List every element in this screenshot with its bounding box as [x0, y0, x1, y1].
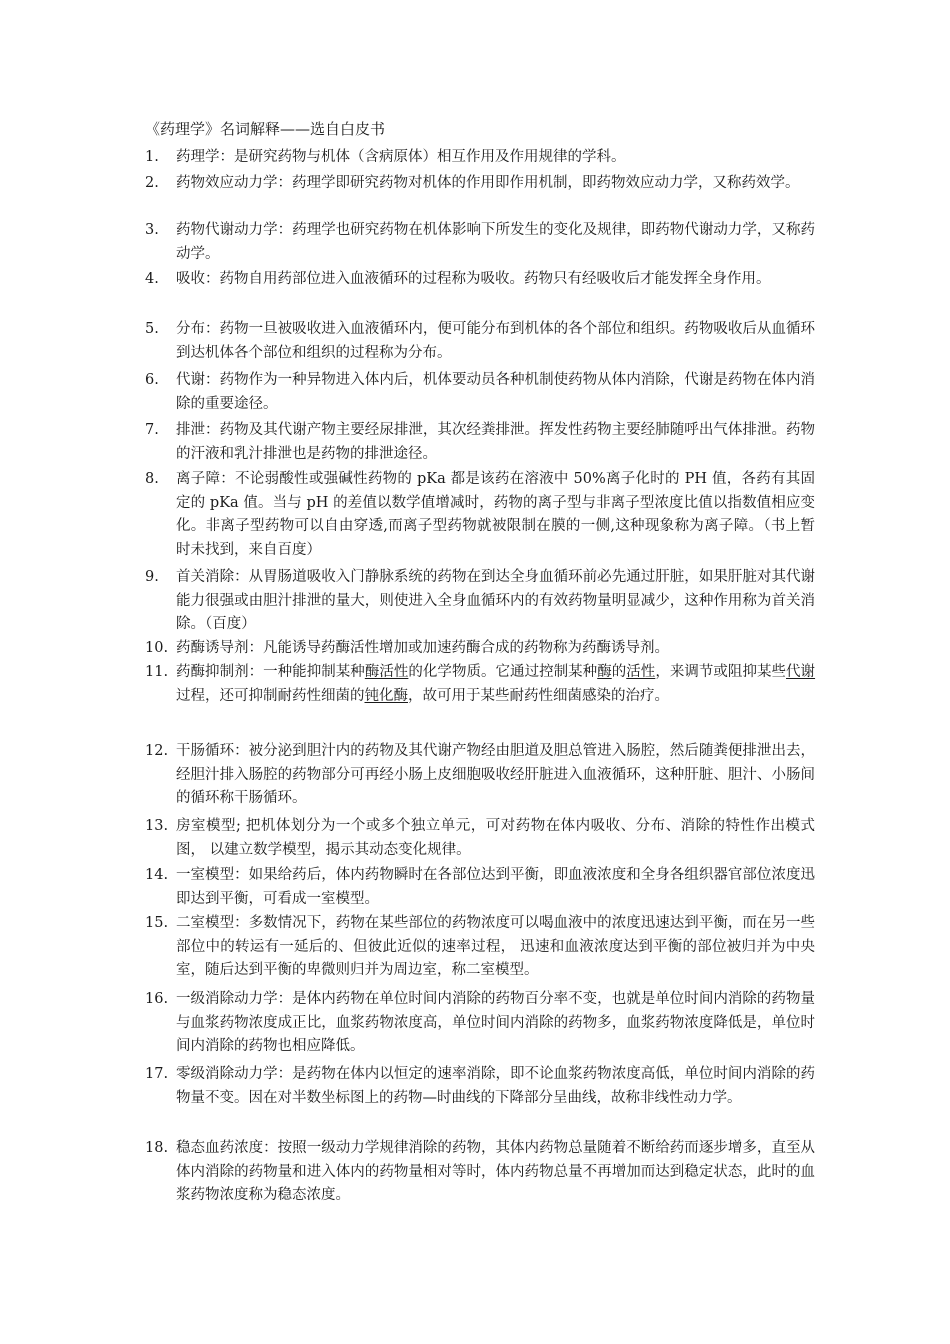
- definition-text: 一级消除动力学：是体内药物在单位时间内消除的药物百分率不变，也就是单位时间内消除的药物量与血浆药物浓度成正比，血浆药物浓度高，单位时间内消除的药物多，血浆药物浓度降低是，单位时间内消除的药物也相应降低。: [176, 991, 815, 1054]
- underlined-term: 酶活性: [364, 664, 409, 680]
- underlined-term: 活性: [626, 664, 656, 680]
- document-title: 《药理学》名词解释——选自白皮书: [145, 120, 386, 138]
- text-segment: ，故可用于某些耐药性细菌感染的治疗。: [408, 687, 669, 704]
- definition-text: 吸收：药物自用药部位进入血液循环的过程称为吸收。药物只有经吸收后才能发挥全身作用。: [176, 271, 771, 287]
- definition-text: 药酶诱导剂：凡能诱导药酶活性增加或加速药酶合成的药物称为药酶诱导剂。: [176, 640, 669, 656]
- definition-text: 药理学：是研究药物与机体（含病原体）相互作用及作用规律的学科。: [176, 149, 626, 165]
- item-number: 14.: [145, 867, 169, 883]
- definition-text: 药物代谢动力学：药理学也研究药物在机体影响下所发生的变化及规律，即药物代谢动力学，又称药动学。: [176, 222, 815, 262]
- definition-item: [145, 1137, 815, 1208]
- definition-item: [145, 268, 815, 292]
- item-number: 17.: [145, 1066, 169, 1082]
- definition-item: [145, 661, 815, 708]
- underlined-term: 酶: [597, 664, 612, 680]
- item-number: 6.: [145, 372, 159, 388]
- definition-text: 稳态血药浓度：按照一级动力学规律消除的药物，其体内药物总量随着不断给药而逐步增多，直至从体内消除的药物量和进入体内的药物量相对等时，体内药物总量不再增加而达到稳定状态，此时的血浆药物浓度称为稳态浓度。: [176, 1140, 815, 1203]
- text-segment: 药酶抑制剂：一种能抑制某种: [176, 664, 365, 680]
- definition-item: [145, 912, 815, 983]
- item-number: 2.: [145, 175, 159, 191]
- item-number: 9.: [145, 569, 159, 585]
- definition-item: [145, 815, 815, 862]
- item-number: 5.: [145, 321, 159, 337]
- definition-text: 房室模型; 把机体划分为一个或多个独立单元，可对药物在体内吸收、分布、消除的特性作出模式图， 以建立数学模型，揭示其动态变化规律。: [176, 818, 815, 858]
- item-number: 1.: [145, 149, 159, 165]
- definition-text: 二室模型：多数情况下，药物在某些部位的药物浓度可以喝血液中的浓度迅速达到平衡，而在另一些部位中的转运有一延后的、但彼此近似的速率过程， 迅速和血液浓度达到平衡的部位被归并为中央室，随后达到平衡的卑微则归并为周边室，称二室模型。: [176, 915, 815, 978]
- item-number: 8.: [145, 471, 159, 487]
- definition-item: [145, 988, 815, 1059]
- definition-text: 零级消除动力学：是药物在体内以恒定的速率消除，即不论血浆药物浓度高低，单位时间内消除的药物量不变。因在对半数坐标图上的药物—时曲线的下降部分呈曲线，故称非线性动力学。: [176, 1066, 815, 1106]
- underlined-term: 代谢: [786, 664, 816, 680]
- text-segment: 的化学物质。它通过控制某种: [408, 664, 598, 680]
- definition-item: [145, 864, 815, 911]
- definition-text: 代谢：药物作为一种异物进入体内后，机体要动员各种机制使药物从体内消除，代谢是药物在体内消除的重要途径。: [176, 372, 815, 412]
- definition-text: 离子障：不论弱酸性或强碱性药物的 pKa 都是该药在溶液中 50%离子化时的 PH 值，各药有其固定的 pKa 值。当与 pH 的差值以数学值增减时，药物的离子型与非离子型浓度比值以指数值相应变化。非离子型药物可以自由穿透,而离子型药物就被限制在膜的一侧,这种现象称为离子障。（书上暂时未找到，来自百度）: [176, 471, 815, 558]
- definition-text: 干肠循环：被分泌到胆汁内的药物及其代谢产物经由胆道及胆总管进入肠腔，然后随粪便排泄出去，经胆汁排入肠腔的药物部分可再经小肠上皮细胞吸收经肝脏进入血液循环，这种肝脏、胆汁、小肠间的循环称干肠循环。: [176, 743, 815, 806]
- definition-text: 首关消除：从胃肠道吸收入门静脉系统的药物在到达全身血循环前必先通过肝脏，如果肝脏对其代谢能力很强或由胆汁排泄的量大，则使进入全身血循环内的有效药物量明显减少，这种作用称为首关消除。（百度）: [176, 569, 815, 632]
- definition-text: 一室模型：如果给药后，体内药物瞬时在各部位达到平衡，即血液浓度和全身各组织器官部位浓度迅即达到平衡，可看成一室模型。: [176, 867, 815, 907]
- item-number: 10.: [145, 640, 169, 656]
- definition-item: [145, 1063, 815, 1110]
- definition-item: [145, 318, 815, 365]
- item-number: 12.: [145, 743, 169, 759]
- item-number: 11.: [145, 664, 169, 680]
- definition-item: [145, 468, 815, 562]
- definition-item: [145, 369, 815, 416]
- definition-item: [145, 637, 815, 661]
- item-number: 7.: [145, 422, 159, 438]
- item-number: 13.: [145, 818, 169, 834]
- item-number: 16.: [145, 991, 169, 1007]
- definition-item: [145, 172, 815, 196]
- definition-item: [145, 146, 815, 170]
- item-number: 3.: [145, 222, 159, 238]
- item-number: 4.: [145, 271, 159, 287]
- definition-item: [145, 566, 815, 637]
- text-segment: ，来调节或阻抑某些: [655, 664, 787, 680]
- underlined-term: 钝化酶: [364, 687, 408, 704]
- item-number: 18.: [145, 1140, 169, 1156]
- definition-text: 药物效应动力学：药理学即研究药物对机体的作用即作用机制，即药物效应动力学，又称药效学。: [176, 175, 800, 191]
- definition-text: [176, 661, 815, 708]
- definition-text: 排泄：药物及其代谢产物主要经尿排泄，其次经粪排泄。挥发性药物主要经肺随呼出气体排泄。药物的汗液和乳汁排泄也是药物的排泄途径。: [176, 422, 815, 462]
- item-number: 15.: [145, 915, 169, 931]
- definition-item: [145, 740, 815, 811]
- definition-item: [145, 419, 815, 466]
- text-segment: 的: [611, 664, 627, 680]
- definition-text: 分布：药物一旦被吸收进入血液循环内，便可能分布到机体的各个部位和组织。药物吸收后从血循环到达机体各个部位和组织的过程称为分布。: [176, 321, 815, 361]
- text-segment: 过程，还可抑制耐药性细菌的: [176, 687, 365, 704]
- definition-item: [145, 219, 815, 266]
